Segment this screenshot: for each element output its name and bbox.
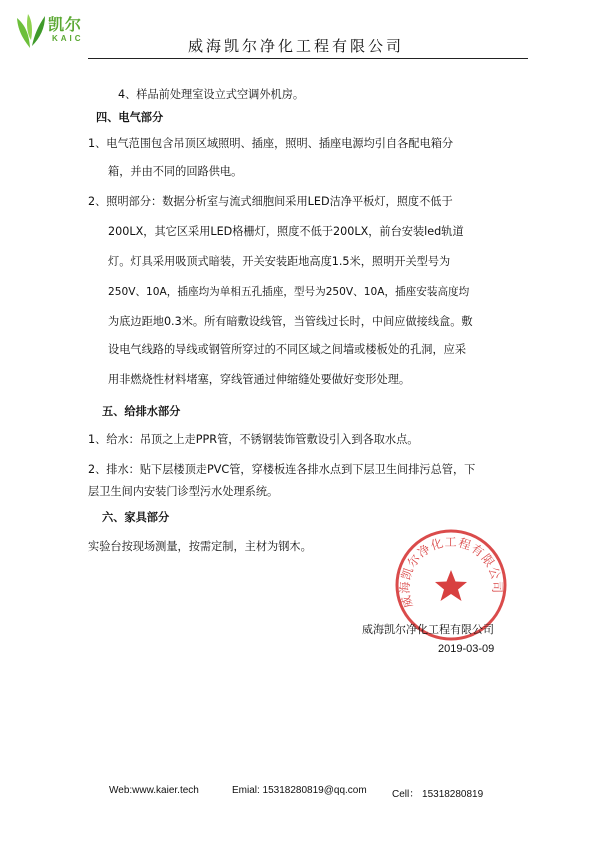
item-line: 实验台按现场测量，按需定制，主材为钢木。 — [88, 540, 312, 553]
footer-email: Emial: 15318280819@qq.com — [232, 785, 367, 796]
item-line: 箱，并由不同的回路供电。 — [108, 165, 243, 178]
item-line: 为底边距地0.3米。所有暗敷设线管，当管线过长时，中间应做接线盒。敷 — [108, 315, 473, 328]
section-heading: 四、电气部分 — [96, 111, 164, 124]
item-line: 250V、10A，插座均为单相五孔插座，型号为250V、10A，插座安装高度均 — [108, 286, 470, 298]
item-line: 2、排水：贴下层楼顶走PVC管，穿楼板连各排水点到下层卫生间排污总管，下 — [88, 463, 476, 476]
item-line: 用非燃烧性材料堵塞，穿线管通过伸缩缝处要做好变形处理。 — [108, 373, 411, 386]
item-line: 设电气线路的导线或钢管所穿过的不同区域之间墙或楼板处的孔洞，应采 — [108, 343, 467, 356]
item-line: 4、样品前处理室设立式空调外机房。 — [118, 88, 305, 101]
item-line: 灯。灯具采用吸顶式暗装，开关安装距地高度1.5米，照明开关型号为 — [108, 255, 451, 268]
svg-text:威海凯尔净化工程有限公司: 威海凯尔净化工程有限公司 — [397, 535, 505, 610]
item-line: 1、给水：吊顶之上走PPR管，不锈钢装饰管敷设引入到各取水点。 — [88, 433, 419, 446]
item-line: 2、照明部分：数据分析室与流式细胞间采用LED洁净平板灯，照度不低于 — [88, 195, 453, 208]
logo-en-text: KAIC — [52, 34, 84, 43]
footer-cell: Cell： 15318280819 — [392, 789, 484, 800]
item-line: 200LX，其它区采用LED格栅灯，照度不低于200LX，前台安装led轨道 — [108, 225, 464, 238]
item-line: 层卫生间内安装门诊型污水处理系统。 — [88, 485, 279, 498]
signature-date: 2019-03-09 — [438, 643, 495, 655]
logo-cn-text: 凯尔 — [48, 15, 83, 34]
page-title: 威海凯尔净化工程有限公司 — [187, 37, 404, 55]
header-divider — [88, 58, 528, 59]
footer-website: Web:www.kaier.tech — [109, 785, 199, 796]
section-heading: 五、给排水部分 — [102, 405, 181, 418]
section-heading: 六、家具部分 — [102, 511, 170, 524]
signature-company: 威海凯尔净化工程有限公司 — [362, 623, 494, 636]
item-line: 1、电气范围包含吊顶区域照明、插座，照明、插座电源均引自各配电箱分 — [88, 137, 454, 150]
